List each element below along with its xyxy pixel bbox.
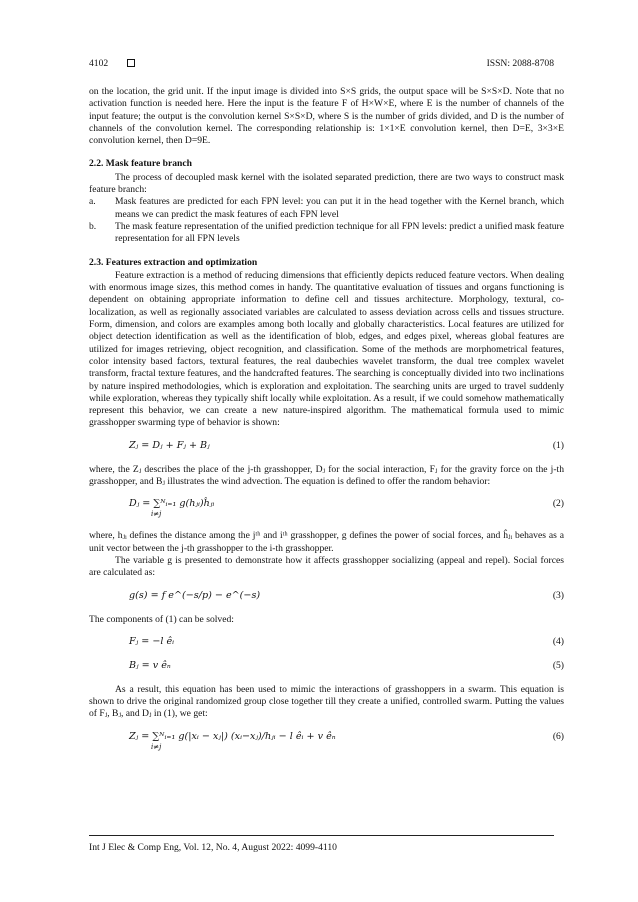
list-item (89, 196, 564, 221)
paragraph: As a result, this equation has been used to mimic the interactions of grasshoppers in a swarm. This equation is shown to drive the original randomized group close together till they create a unified, controlled swarm. Putting the values of Fⱼ, Bⱼ, and Dⱼ in (1), we get: (89, 683, 564, 720)
equation-5 (89, 660, 564, 674)
page-number: 4102 (89, 58, 109, 69)
equation-number: (2) (552, 498, 564, 510)
list-text: The mask feature representation of the unified prediction technique for all FPN levels: predict a unified mask feature representation for all FPN levels (115, 220, 564, 245)
running-footer: Int J Elec & Comp Eng, Vol. 12, No. 4, August 2022: 4099-4110 (89, 835, 554, 853)
equation-expression: Zⱼ = Dⱼ + Fⱼ + Bⱼ (129, 439, 210, 451)
equation-2 (89, 498, 564, 520)
equation-number: (5) (552, 659, 564, 671)
equation-expression: Fⱼ = −l êᵢ (129, 635, 175, 647)
paragraph: where, hⱼᵢ defines the distance among the jᵗʰ and iᵗʰ grasshopper, g defines the power of social forces, and ĥⱼᵢ behaves as a unit vector between the j-th grasshopper to the i-th grasshopper. (89, 530, 564, 554)
equation-4 (89, 636, 564, 650)
paragraph: where, the Zⱼ describes the place of the j-th grasshopper, Dⱼ for the social interaction, Fⱼ for the gravity force on the j-th grasshopper, and Bⱼ illustrates the wind advection. The equation is defined to offer the random behavior: (89, 463, 564, 488)
equation-subscript: i≠j (151, 742, 162, 751)
equation-1 (89, 440, 564, 454)
list-marker: a. (89, 196, 96, 208)
equation-expression: Zⱼ = ∑ᴺᵢ₌₁ g(|xᵢ − xⱼ|) (xᵢ−xⱼ)/hⱼᵢ − l êᵢ + v êₙ (129, 730, 336, 742)
paragraph: The variable g is presented to demonstrate how it affects grasshopper socializing (appeal and repel). Social forces are calculated as: (89, 554, 564, 579)
section-heading-2-3: 2.3. Features extraction and optimization (89, 256, 258, 268)
issn: ISSN: 2088-8708 (486, 58, 554, 69)
equation-number: (6) (552, 730, 564, 742)
square-icon (127, 59, 135, 67)
list-marker: b. (89, 220, 97, 232)
body-text (89, 86, 564, 763)
equation-expression: Bⱼ = v êₙ (129, 659, 171, 671)
equation-expression: g(s) = f e^(−s/p) − e^(−s) (129, 589, 261, 601)
equation-number: (3) (552, 589, 564, 601)
list-text: Mask features are predicted for each FPN level: you can put it in the head together with the Kernel branch, which means we can predict the mask features of each FPN level (115, 196, 564, 220)
equation-6 (89, 731, 564, 753)
paragraph: The components of (1) can be solved: (89, 613, 234, 625)
paragraph: The process of decoupled mask kernel with the isolated separated prediction, there are two ways to construct mask feature branch: (89, 171, 564, 196)
equation-expression: Dⱼ = ∑ᴺᵢ₌₁ g(hⱼᵢ)ĥⱼᵢ (129, 498, 215, 510)
running-header (89, 58, 554, 72)
list-item (89, 221, 564, 246)
equation-subscript: i≠j (151, 510, 162, 519)
intro-paragraph: on the location, the grid unit. If the input image is divided into S×S grids, the output space will be S×S×D. Note that no activation function is needed here. Here the input is the feature F of H×W×E, where E is the number of channels of the input feature; the output is the convolution kernel S×S×D, where S is the number of grids divided, and D is the number of channels of the convolution kernel. The corresponding relationship is: 1×1×E convolution kernel, then D=E, 3×3×E convolution kernel, then D=9E. (89, 86, 564, 147)
equation-3 (89, 590, 564, 604)
paragraph: Feature extraction is a method of reducing dimensions that efficiently depicts reduced feature vectors. When dealing with enormous image sizes, this method comes in handy. The quantitative evaluation of tissues and organs functioning is dependent on obtaining appropriate information to define cell and tissues architecture. Morphology, textural, co-localization, as well as regionally associated variables are calculated to assess deviation across cells and tissues structure. Form, dimension, and colors are examples among both locally and globally characteristics. Local features are utilized for object detection identification as well as the identification of blob, edges, and edges pixel, whereas global features are utilized for images retrieving, object recognition, and classification. Some of the methods are morphometrical features, color intensity based factors, textural features, the real daubechies wavelet transform, the dual tree complex wavelet transform, fractal texture features, and the handcrafted features. The searching is conceptually divided into two inclinations by nature inspired methodologies, which is exploration and exploitation. The searching units are urged to travel suddenly while exploration, whereas they typically shift locally while exploitation. As a result, if we could somehow mathematically represent this behavior, we can create a new nature-inspired algorithm. The mathematical formula used to mimic grasshopper swarming type of behavior is shown: (89, 269, 564, 429)
section-heading-2-2: 2.2. Mask feature branch (89, 158, 192, 170)
equation-number: (1) (552, 439, 564, 451)
equation-number: (4) (552, 635, 564, 647)
